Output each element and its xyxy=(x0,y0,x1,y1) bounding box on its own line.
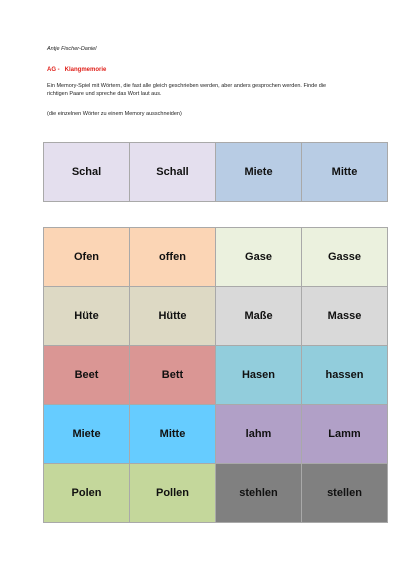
memory-card: Gase xyxy=(216,228,302,287)
card-row xyxy=(44,405,388,464)
card-row xyxy=(44,143,388,202)
memory-card: Schall xyxy=(130,143,216,202)
memory-card: Ofen xyxy=(44,228,130,287)
card-row xyxy=(44,228,388,287)
author-name: Antje Fischer-Daniel xyxy=(47,46,97,52)
memory-card: offen xyxy=(130,228,216,287)
memory-card: Mitte xyxy=(130,405,216,464)
memory-card: Lamm xyxy=(302,405,388,464)
memory-card: Beet xyxy=(44,346,130,405)
memory-card: stehlen xyxy=(216,464,302,523)
memory-card: Bett xyxy=(130,346,216,405)
memory-card-table-main xyxy=(43,227,388,523)
memory-card: Masse xyxy=(302,287,388,346)
memory-card-table-top xyxy=(43,142,388,202)
memory-card: Miete xyxy=(216,143,302,202)
memory-card: Hüte xyxy=(44,287,130,346)
memory-card: Polen xyxy=(44,464,130,523)
card-row xyxy=(44,346,388,405)
memory-card: Gasse xyxy=(302,228,388,287)
memory-card: hassen xyxy=(302,346,388,405)
memory-card: Hasen xyxy=(216,346,302,405)
memory-card: lahm xyxy=(216,405,302,464)
memory-card: Schal xyxy=(44,143,130,202)
document-title: AG - Klangmemorie xyxy=(47,67,107,73)
memory-card: Miete xyxy=(44,405,130,464)
card-row xyxy=(44,464,388,523)
memory-card: Pollen xyxy=(130,464,216,523)
memory-card: Mitte xyxy=(302,143,388,202)
memory-card: Hütte xyxy=(130,287,216,346)
intro-text: Ein Memory-Spiel mit Wörtern, die fast alle gleich geschrieben werden, aber anders gesprochen werden. Finde die richtigen Paare und spreche das Wort laut aus. xyxy=(47,83,327,97)
memory-card: stellen xyxy=(302,464,388,523)
cut-out-note: (die einzelnen Wörter zu einem Memory ausschneiden) xyxy=(47,111,182,117)
memory-card: Maße xyxy=(216,287,302,346)
card-row xyxy=(44,287,388,346)
